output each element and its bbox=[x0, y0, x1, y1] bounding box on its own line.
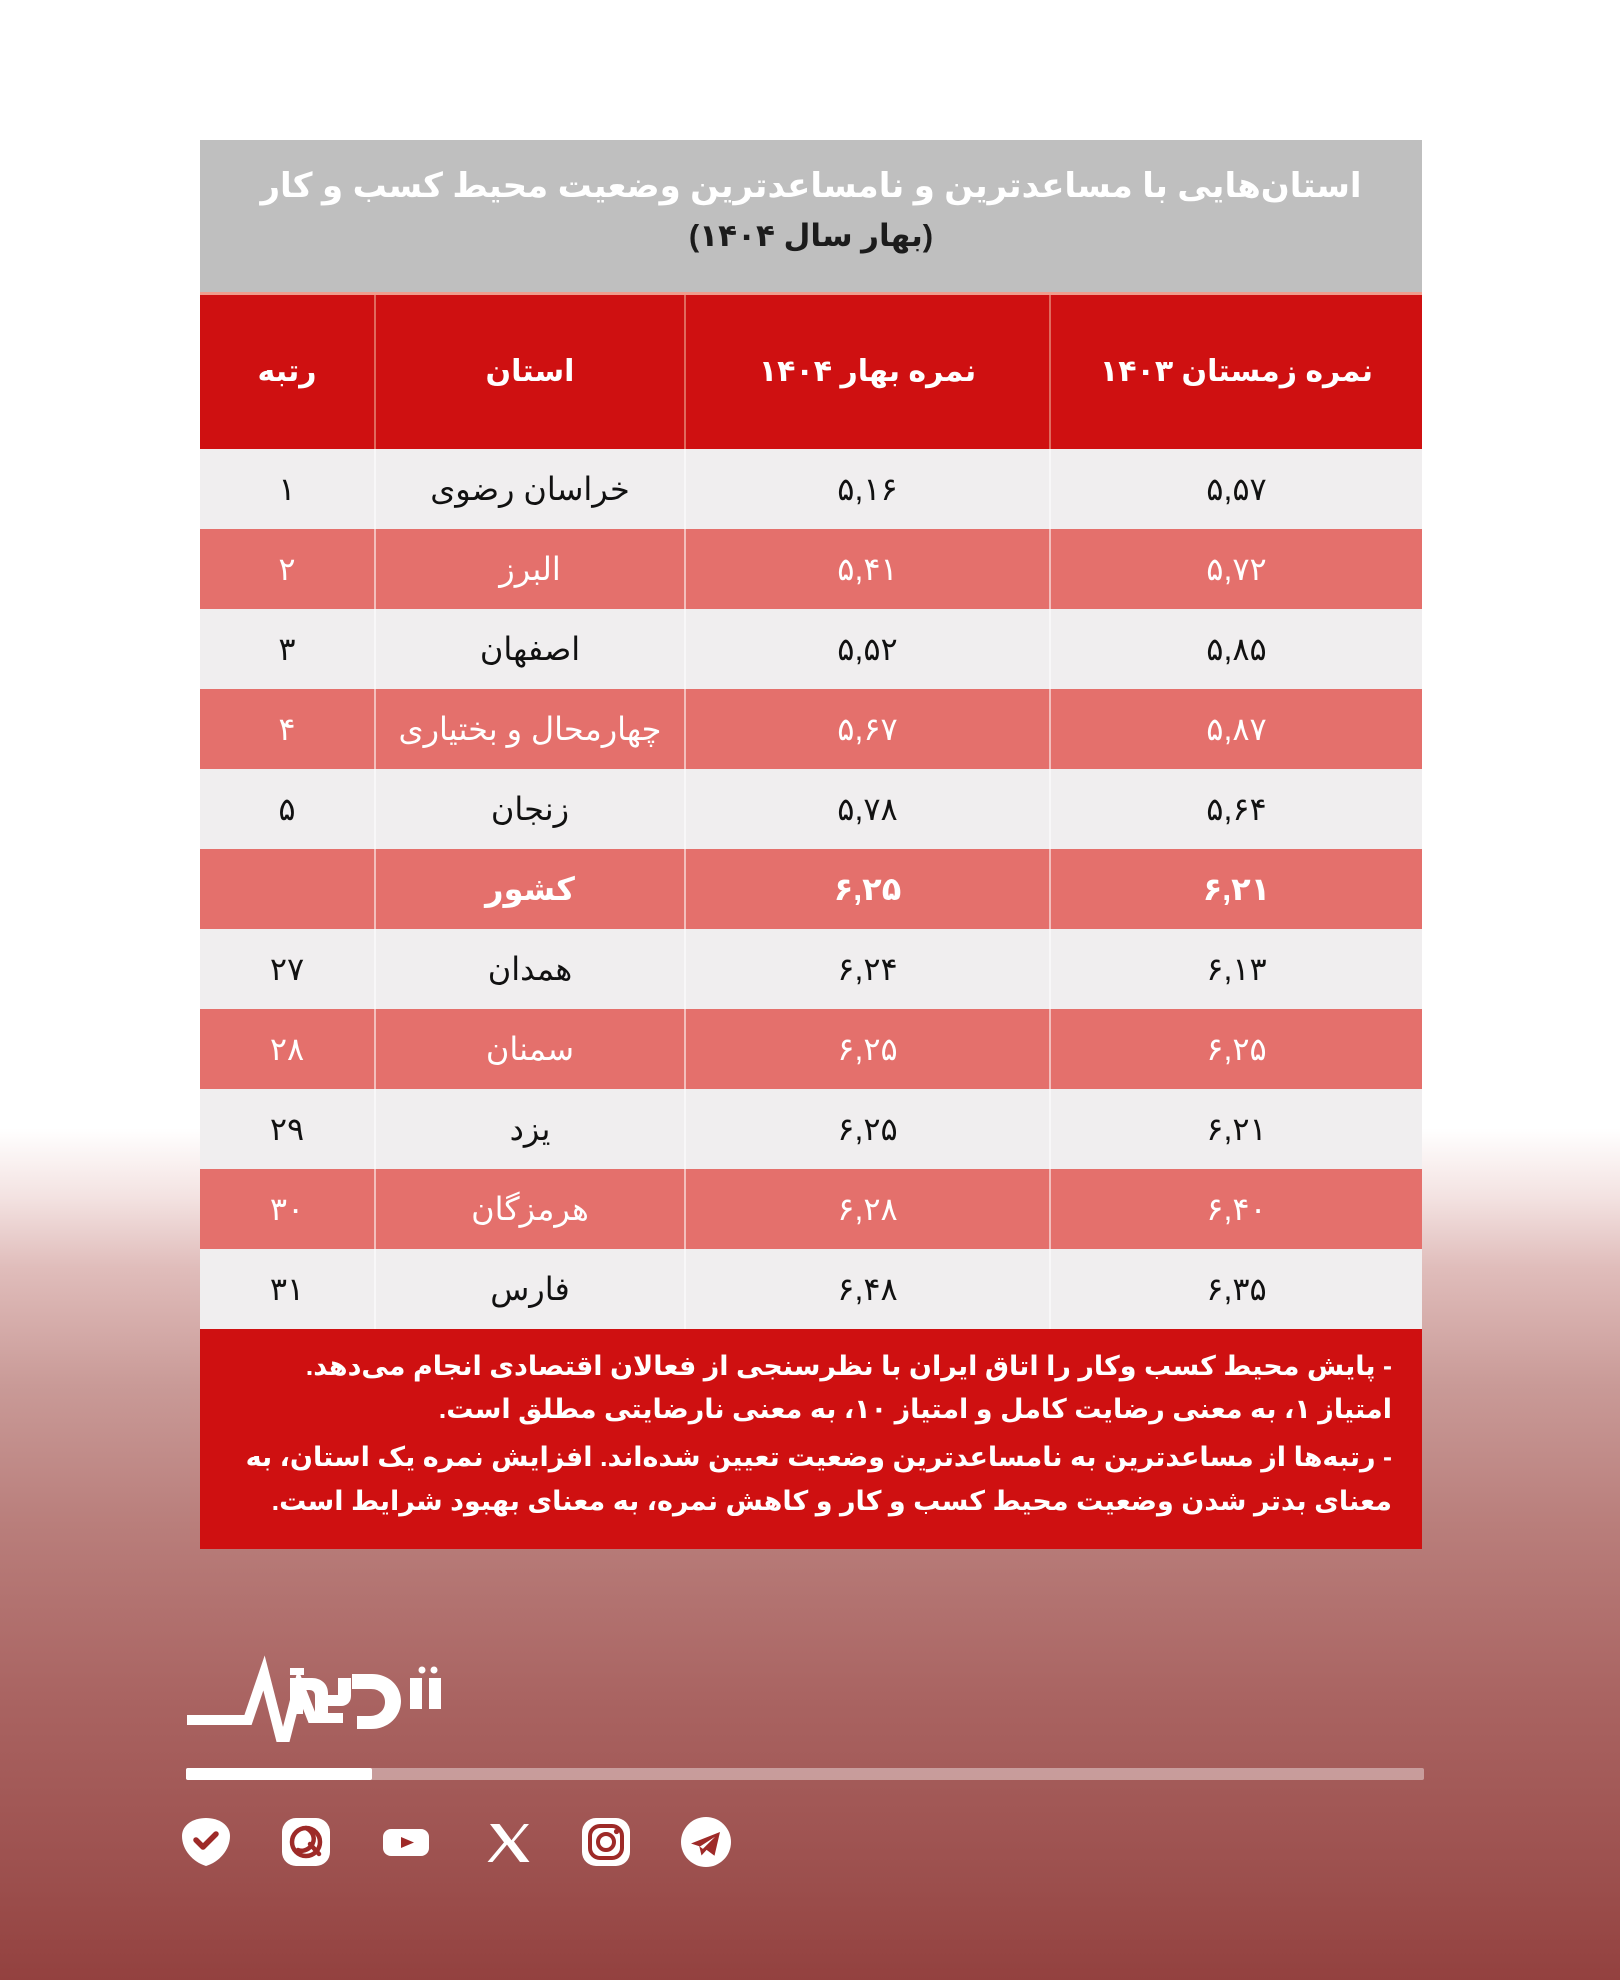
page-subtitle: (بهار سال ۱۴۰۴) bbox=[688, 218, 934, 254]
cell-province: اصفهان bbox=[375, 609, 685, 689]
table-row bbox=[200, 449, 1422, 529]
cell-province: چهارمحال و بختیاری bbox=[375, 689, 685, 769]
cell-province: کشور bbox=[375, 849, 685, 929]
cell-winter-score: ۶,۲۱ bbox=[1050, 1089, 1422, 1169]
cell-winter-score: ۵,۵۷ bbox=[1050, 449, 1422, 529]
cell-rank bbox=[200, 849, 375, 929]
table-row bbox=[200, 1169, 1422, 1249]
table-row bbox=[200, 769, 1422, 849]
table-row bbox=[200, 609, 1422, 689]
column-header-rank: رتبه bbox=[200, 294, 375, 449]
provinces-table bbox=[200, 292, 1422, 1329]
table-row bbox=[200, 1089, 1422, 1169]
chart-card bbox=[200, 140, 1422, 1549]
footnote-methodology: - پایش محیط کسب وکار را اتاق ایران با نظرسنجی از فعالان اقتصادی انجام می‌دهد. امتیاز ۱، به معنی رضایت کامل و امتیاز ۱۰، به معنی نارضایتی مطلق است. bbox=[305, 1350, 1392, 1425]
cell-spring-score: ۵,۷۸ bbox=[685, 769, 1050, 849]
cell-winter-score: ۵,۸۵ bbox=[1050, 609, 1422, 689]
column-header-province: استان bbox=[375, 294, 685, 449]
table-header-row bbox=[200, 294, 1422, 449]
social-links bbox=[180, 1816, 732, 1868]
cell-province: فارس bbox=[375, 1249, 685, 1329]
youtube-icon[interactable] bbox=[380, 1816, 432, 1868]
cell-spring-score: ۶,۲۵ bbox=[685, 849, 1050, 929]
footnotes-block bbox=[200, 1329, 1422, 1550]
footer-divider bbox=[186, 1768, 1424, 1780]
footnote-ranking: - رتبه‌ها از مساعدترین به نامساعدترین وضعیت تعیین شده‌اند. افزایش نمره یک استان، به معنای بدتر شدن وضعیت محیط کسب و کار و کاهش نمره، به معنای بهبود شرایط است. bbox=[245, 1441, 1392, 1516]
cell-spring-score: ۵,۵۲ bbox=[685, 609, 1050, 689]
cell-winter-score: ۶,۱۳ bbox=[1050, 929, 1422, 1009]
cell-spring-score: ۵,۱۶ bbox=[685, 449, 1050, 529]
cell-spring-score: ۶,۲۸ bbox=[685, 1169, 1050, 1249]
cell-winter-score: ۶,۳۵ bbox=[1050, 1249, 1422, 1329]
column-header-winter-score: نمره زمستان ۱۴۰۳ bbox=[1050, 294, 1422, 449]
cell-province: همدان bbox=[375, 929, 685, 1009]
cell-rank: ۲ bbox=[200, 529, 375, 609]
table-row bbox=[200, 1009, 1422, 1089]
brand-logo bbox=[186, 1650, 466, 1742]
cell-winter-score: ۶,۲۱ bbox=[1050, 849, 1422, 929]
table-row bbox=[200, 689, 1422, 769]
cell-province: یزد bbox=[375, 1089, 685, 1169]
cell-winter-score: ۵,۶۴ bbox=[1050, 769, 1422, 849]
cell-spring-score: ۶,۲۵ bbox=[685, 1009, 1050, 1089]
column-header-spring-score: نمره بهار ۱۴۰۴ bbox=[685, 294, 1050, 449]
cell-winter-score: ۵,۷۲ bbox=[1050, 529, 1422, 609]
cell-province: زنجان bbox=[375, 769, 685, 849]
cell-rank: ۵ bbox=[200, 769, 375, 849]
telegram-icon[interactable] bbox=[680, 1816, 732, 1868]
eitaa-icon[interactable] bbox=[280, 1816, 332, 1868]
bale-icon[interactable] bbox=[180, 1816, 232, 1868]
card-title-box bbox=[200, 140, 1422, 292]
cell-winter-score: ۵,۸۷ bbox=[1050, 689, 1422, 769]
x-icon[interactable] bbox=[480, 1816, 532, 1868]
table-row bbox=[200, 529, 1422, 609]
cell-rank: ۳۱ bbox=[200, 1249, 375, 1329]
instagram-icon[interactable] bbox=[580, 1816, 632, 1868]
table-row bbox=[200, 849, 1422, 929]
cell-rank: ۳۰ bbox=[200, 1169, 375, 1249]
cell-spring-score: ۵,۴۱ bbox=[685, 529, 1050, 609]
cell-province: البرز bbox=[375, 529, 685, 609]
table-body bbox=[200, 449, 1422, 1329]
page-footer bbox=[0, 1620, 1620, 1980]
cell-spring-score: ۶,۲۴ bbox=[685, 929, 1050, 1009]
cell-rank: ۲۸ bbox=[200, 1009, 375, 1089]
cell-province: سمنان bbox=[375, 1009, 685, 1089]
cell-rank: ۲۷ bbox=[200, 929, 375, 1009]
cell-rank: ۲۹ bbox=[200, 1089, 375, 1169]
cell-rank: ۳ bbox=[200, 609, 375, 689]
cell-spring-score: ۶,۲۵ bbox=[685, 1089, 1050, 1169]
page-title: استان‌هایی با مساعدترین و نامساعدترین وضعیت محیط کسب و کار bbox=[260, 167, 1362, 205]
cell-spring-score: ۵,۶۷ bbox=[685, 689, 1050, 769]
table-row bbox=[200, 1249, 1422, 1329]
cell-winter-score: ۶,۴۰ bbox=[1050, 1169, 1422, 1249]
cell-rank: ۴ bbox=[200, 689, 375, 769]
cell-winter-score: ۶,۲۵ bbox=[1050, 1009, 1422, 1089]
cell-spring-score: ۶,۴۸ bbox=[685, 1249, 1050, 1329]
table-head bbox=[200, 294, 1422, 449]
cell-province: هرمزگان bbox=[375, 1169, 685, 1249]
table-row bbox=[200, 929, 1422, 1009]
cell-province: خراسان رضوی bbox=[375, 449, 685, 529]
cell-rank: ۱ bbox=[200, 449, 375, 529]
